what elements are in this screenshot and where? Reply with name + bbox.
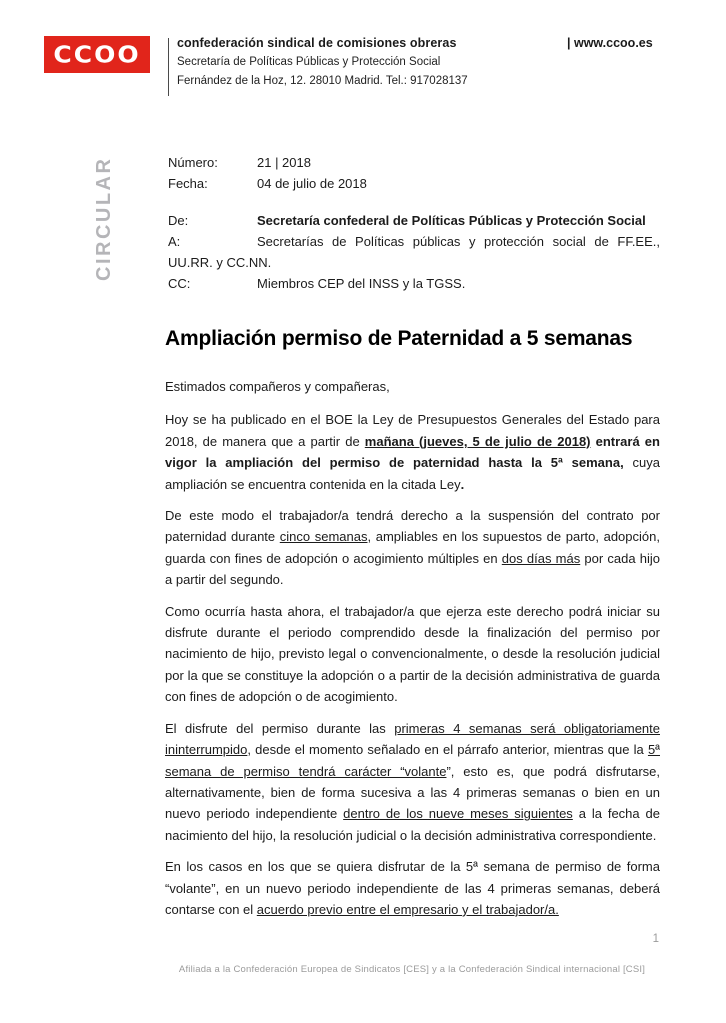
meta-row-a-continuation	[168, 252, 660, 273]
footer-affiliation: Afiliada a la Confederación Europea de Sindicatos [CES] y a la Confederación Sindical internacional [CSI]	[178, 964, 646, 975]
body-paragraph-3: Como ocurría hasta ahora, el trabajador/a que ejerza este derecho podrá iniciar su disfrute durante el periodo comprendido desde la finalización del permiso por nacimiento de hijo, previsto legal o convencionalmente, o desde la resolución judicial por la que se constituye la adopción o a partir de la decisión administrativa de guarda con fines de adopción o de acogimiento.	[165, 603, 660, 705]
de-label: De:	[168, 213, 189, 228]
fecha-value: 04 de julio de 2018	[257, 176, 367, 191]
body-paragraph-5: En los casos en los que se quiera disfrutar de la 5ª semana de permiso de forma “volante”, en un nuevo periodo independiente de las 4 primeras semanas, deberá contarse con el acuerdo previo entre el empresario y el trabajador/a.	[165, 859, 660, 917]
org-department: Secretaría de Políticas Públicas y Protección Social	[177, 56, 441, 68]
a-value-continuation: UU.RR. y CC.NN.	[168, 255, 272, 270]
meta-row-fecha	[168, 173, 660, 194]
page-number: 1	[652, 933, 659, 945]
meta-row-numero	[168, 152, 660, 173]
meta-row-cc	[168, 273, 660, 294]
body-paragraph-1: Hoy se ha publicado en el BOE la Ley de Presupuestos Generales del Estado para 2018, de manera que a partir de mañana (jueves, 5 de julio de 2018) entrará en vigor la ampliación del permiso de paternidad hasta la 5ª semana, cuya ampliación se encuentra contenida en la citada Ley.	[165, 412, 660, 492]
header-divider	[168, 38, 169, 96]
fecha-label: Fecha:	[168, 176, 208, 191]
body-paragraph-4: El disfrute del permiso durante las primeras 4 semanas será obligatoriamente ininterrumpido, desde el momento señalado en el párrafo anterior, mientras que la 5ª semana de permiso tendrá carácter “volante”, esto es, que podrá disfrutarse, alternativamente, bien de forma sucesiva a las 4 primeras semanas o bien en un nuevo periodo independiente dentro de los nueve meses siguientes a la fecha de nacimiento del hijo, la resolución judicial o la decisión administrativa correspondiente.	[165, 720, 661, 843]
website-link[interactable]: | www.ccoo.es	[567, 36, 653, 50]
cc-value: Miembros CEP del INSS y la TGSS.	[257, 276, 466, 291]
circular-side-label: CIRCULAR	[93, 156, 115, 281]
ccoo-logo	[44, 36, 150, 73]
meta-spacer	[168, 194, 660, 210]
cc-label: CC:	[168, 276, 191, 291]
de-value: Secretaría confederal de Políticas Públicas y Protección Social	[257, 213, 646, 228]
numero-label: Número:	[168, 155, 218, 170]
meta-block	[168, 152, 660, 294]
salutation: Estimados compañeros y compañeras,	[165, 379, 390, 394]
numero-value: 21 | 2018	[257, 155, 311, 170]
ccoo-logo-text: CCOO	[53, 41, 141, 68]
meta-row-a	[168, 231, 660, 252]
org-address: Fernández de la Hoz, 12. 28010 Madrid. Tel.: 917028137	[177, 75, 468, 87]
org-name: confederación sindical de comisiones obreras	[177, 36, 457, 50]
document-title: Ampliación permiso de Paternidad a 5 semanas	[165, 327, 633, 350]
document-body	[165, 326, 660, 930]
body-paragraph-2: De este modo el trabajador/a tendrá derecho a la suspensión del contrato por paternidad durante cinco semanas, ampliables en los supuestos de parto, adopción, guarda con fines de adopción o acogimiento múltiples en dos días más por cada hijo a partir del segundo.	[165, 508, 660, 588]
a-label: A:	[168, 234, 181, 249]
meta-row-de	[168, 210, 660, 231]
a-value: Secretarías de Políticas públicas y protección social de FF.EE.,	[257, 234, 660, 249]
header-text-block	[177, 33, 468, 91]
